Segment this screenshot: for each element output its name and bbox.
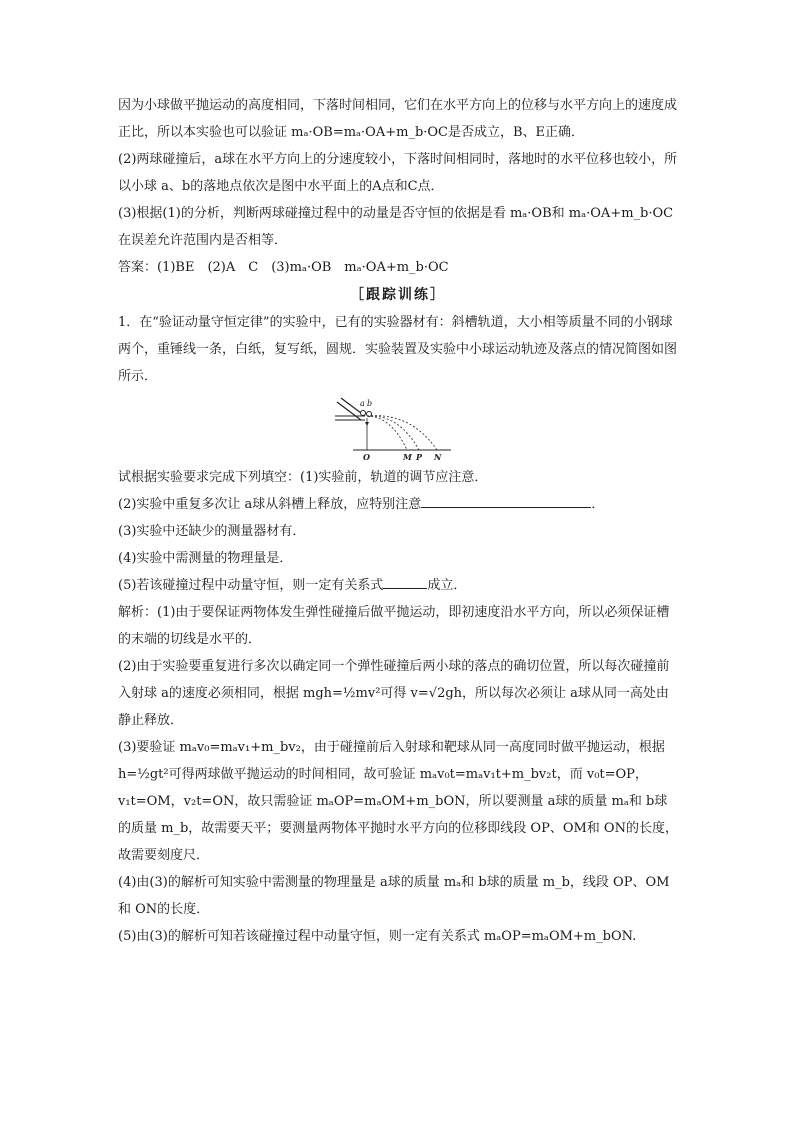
- label-M: M: [403, 452, 412, 462]
- paragraph-explanation-3: (3)根据(1)的分析，判断两球碰撞过程中的动量是否守恒的依据是看 mₐ·OB和 mₐ·OA+m_b·OC在误差允许范围内是否相等．: [118, 206, 674, 248]
- label-a: a: [360, 399, 365, 408]
- paragraph-explanation-1: 因为小球做平抛运动的高度相同，下落时间相同，它们在水平方向上的位移与水平方向上的速度成正比，所以本实验也可以验证 mₐ·OB=mₐ·OA+m_b·OC是否成立，B、E正确．: [118, 98, 678, 140]
- paragraph-explanation-2: (2)两球碰撞后，a球在水平方向上的分速度较小，下落时间相同时，落地时的水平位移也较小，所以小球 a、b的落地点依次是图中水平面上的A点和C点．: [118, 152, 678, 194]
- question-5-text: (5)若该碰撞过程中动量守恒，则一定有关系式: [118, 578, 384, 593]
- question-prompt: 试根据实验要求完成下列填空：(1)实验前，轨道的调节应注意．: [118, 470, 488, 485]
- label-b: b: [367, 399, 373, 408]
- question-2: [118, 491, 678, 518]
- analysis-4: (4)由(3)的解析可知实验中需测量的物理量是 a球的质量 mₐ和 b球的质量 m_b，线段 OP、OM和 ON的长度．: [118, 875, 670, 917]
- answer-blank-2[interactable]: [421, 493, 591, 508]
- label-P: P: [416, 452, 423, 462]
- question-3: (3)实验中还缺少的测量器材有．: [118, 524, 306, 539]
- analysis-3: (3)要验证 mₐv₀=mₐv₁+m_bv₂，由于碰撞前后入射球和靶球从同一高度同时做平抛运动，根据h=½gt²可得两球做平抛运动的时间相同，故可验证 mₐv₀t=mₐv₁t+m_bv₂t，而 v₀t=OP，v₁t=OM，v₂t=ON，故只需验证 mₐOP=mₐOM+m_bON，所以要测量 a球的质量 mₐ和 b球的质量 m_b，故需要天平；要测量两物体平抛时水平方向的位移即线段 OP、OM和 ON的长度，故需要刻度尺．: [118, 740, 678, 863]
- question-intro: 1．在“验证动量守恒定律”的实验中，已有的实验器材有：斜槽轨道，大小相等质量不同的小钢球两个，重锤线一条，白纸，复写纸，圆规．实验装置及实验中小球运动轨迹及落点的情况简图如图所示．: [118, 315, 678, 384]
- experiment-diagram: [333, 394, 463, 462]
- trajectory-N: [367, 416, 437, 450]
- label-N: N: [434, 452, 442, 462]
- question-5-end: 成立．: [427, 578, 467, 593]
- trajectory-M: [367, 416, 407, 450]
- question-5: [118, 572, 678, 599]
- plumb-bob: [365, 422, 369, 426]
- document-page: [118, 92, 678, 950]
- analysis-2: (2)由于实验要重复进行多次以确定同一个弹性碰撞后两小球的落点的确切位置，所以每次碰撞前入射球 a的速度必须相同，根据 mgh=½mv²可得 v=√2gh，所以每次必须让 a球从同一高处由静止释放．: [118, 659, 670, 728]
- section-title: ［跟踪训练］: [350, 287, 446, 303]
- answer-blank-5[interactable]: [383, 574, 427, 589]
- question-4: (4)实验中需测量的物理量是．: [118, 551, 293, 566]
- answer-line: 答案：(1)BE (2)A C (3)mₐ·OB mₐ·OA+m_b·OC: [118, 260, 449, 275]
- label-O: O: [363, 452, 370, 462]
- analysis-1: 解析：(1)由于要保证两物体发生弹性碰撞后做平抛运动，即初速度沿水平方向，所以必须保证槽的末端的切线是水平的．: [118, 605, 670, 647]
- ball-a: [361, 411, 366, 416]
- trajectory-P: [367, 416, 419, 450]
- question-2-text: (2)实验中重复多次让 a球从斜槽上释放，应特别注意: [118, 497, 422, 512]
- analysis-5: (5)由(3)的解析可知若该碰撞过程中动量守恒，则一定有关系式 mₐOP=mₐOM+m_bON.: [118, 929, 637, 944]
- question-2-end: ．: [591, 497, 605, 512]
